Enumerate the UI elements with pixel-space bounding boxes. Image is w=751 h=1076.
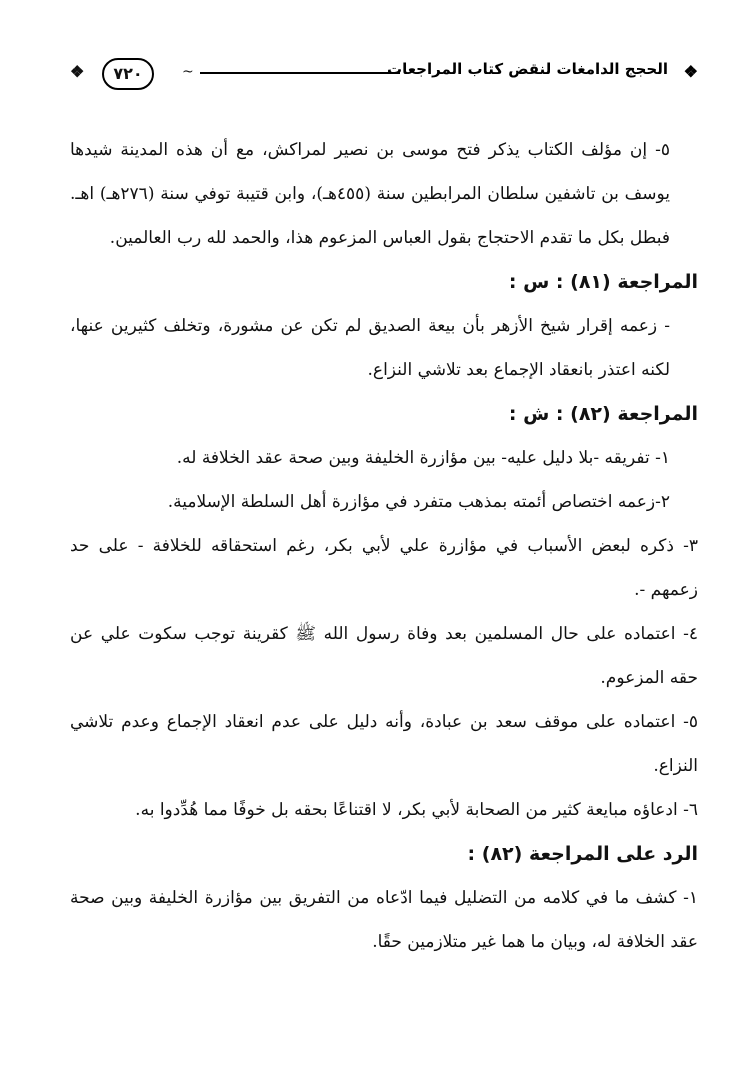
running-title: الحجج الدامغات لنقض كتاب المراجعات bbox=[387, 60, 668, 78]
page-body bbox=[70, 128, 698, 964]
list-item-4: ٤- اعتماده على حال المسلمين بعد وفاة رسول الله ﷺ كقرينة توجب سكوت علي عن حقه المزعوم. bbox=[70, 624, 698, 688]
header-rule bbox=[200, 72, 400, 74]
list-item-1: ١- تفريقه -بلا دليل عليه- بين مؤازرة الخليفة وبين صحة عقد الخلافة له. bbox=[176, 448, 670, 468]
list-item-2: ٢-زعمه اختصاص أئمته بمذهب متفرد في مؤازرة أهل السلطة الإسلامية. bbox=[167, 492, 670, 512]
list-item-5: ٥- اعتماده على موقف سعد بن عبادة، وأنه دليل على عدم انعقاد الإجماع وعدم تلاشي النزاع. bbox=[70, 712, 698, 776]
section-heading-82: المراجعة (٨٢) : ش : bbox=[508, 403, 698, 425]
list-item-3: ٣- ذكره لبعض الأسباب في مؤازرة علي لأبي بكر، رغم استحقاقه للخلافة - على حد زعمهم -. bbox=[70, 536, 698, 600]
paragraph-1: ٥- إن مؤلف الكتاب يذكر فتح موسى بن نصير لمراكش، مع أن هذه المدينة شيدها يوسف بن تاشفين سلطان المرابطين سنة (٤٥٥هـ)، وابن قتيبة توفي سنة (٢٧٦هـ) اهـ. فبطل بكل ما تقدم الاحتجاج بقول العباس المزعوم هذا، والحمد لله رب العالمين. bbox=[70, 140, 670, 248]
list-item-6: ٦- ادعاؤه مبايعة كثير من الصحابة لأبي بكر، لا اقتناعًا بحقه بل خوفًا مما هُدِّدوا به. bbox=[135, 800, 698, 820]
reply-item-1: ١- كشف ما في كلامه من التضليل فيما ادّعاه من التفريق بين مؤازرة الخليفة وبين صحة عقد الخلافة له، وبيان ما هما غير متلازمين حقًا. bbox=[70, 888, 698, 952]
section-heading-reply-82: الرد على المراجعة (٨٢) : bbox=[467, 843, 698, 865]
header-flourish-icon: ~ bbox=[182, 64, 194, 80]
page-header bbox=[70, 56, 698, 96]
header-ornament-right: ❖ bbox=[683, 62, 698, 81]
section-heading-81: المراجعة (٨١) : س : bbox=[508, 271, 698, 293]
page-number: ٧٢٠ bbox=[102, 58, 154, 90]
paragraph-2: - زعمه إقرار شيخ الأزهر بأن بيعة الصديق لم تكن عن مشورة، وتخلف كثيرين عنها، لكنه اعتذر بانعقاد الإجماع بعد تلاشي النزاع. bbox=[70, 316, 670, 380]
header-ornament-left: ❖ bbox=[70, 62, 85, 81]
